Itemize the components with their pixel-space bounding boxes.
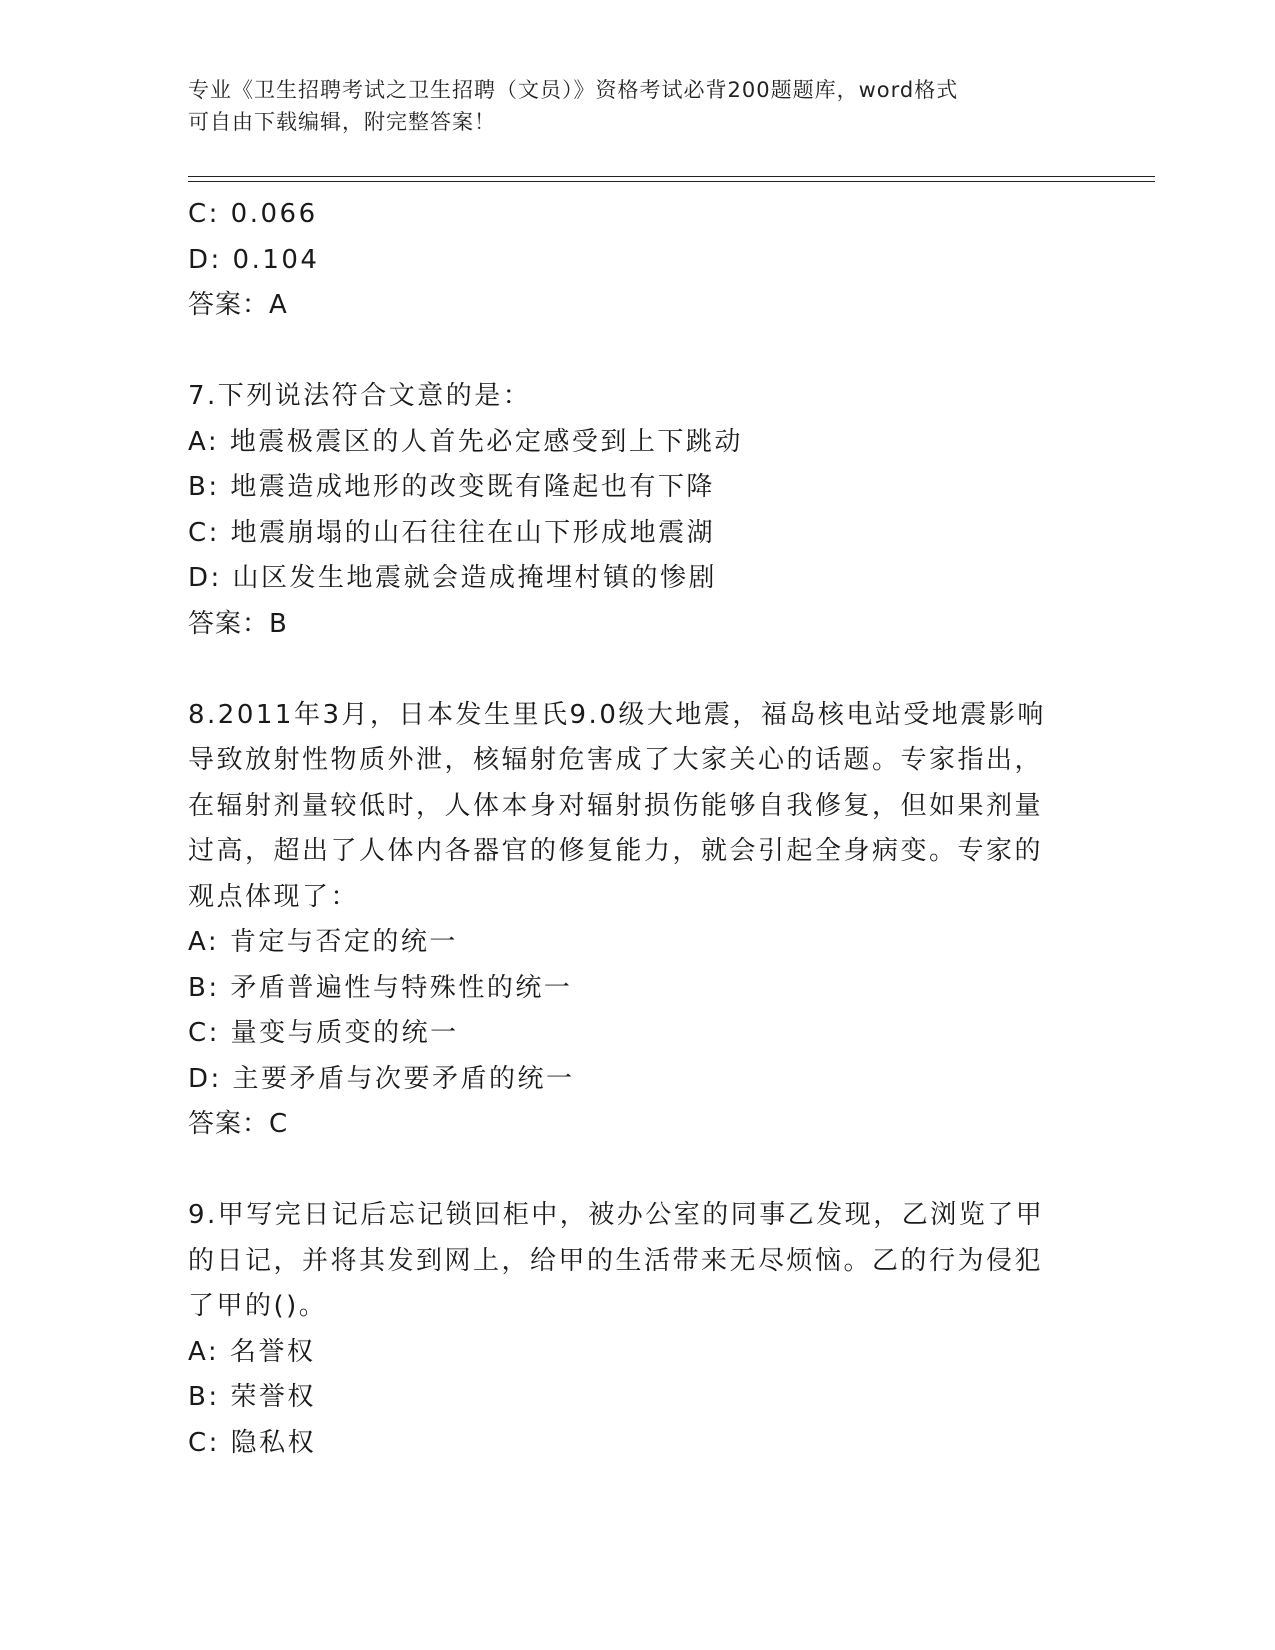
option-b: B: 荣誉权: [188, 1382, 316, 1412]
answer: 答案：A: [188, 290, 288, 320]
question-stem-line-3: 在辐射剂量较低时，人体本身对辐射损伤能够自我修复，但如果剂量: [188, 790, 1044, 821]
option-a: A: 肯定与否定的统一: [188, 927, 458, 957]
document-header: [188, 74, 1068, 138]
option-c: C: 量变与质变的统一: [188, 1018, 459, 1048]
answer: 答案：B: [188, 608, 288, 639]
header-title-line-1: 专业《卫生招聘考试之卫生招聘（文员）》资格考试必背200题题库，word格式: [188, 78, 959, 102]
header-divider-thin: [188, 181, 1155, 182]
answer: 答案：C: [188, 1109, 289, 1139]
option-d: D: 主要矛盾与次要矛盾的统一: [188, 1063, 575, 1094]
question-7: [188, 374, 1088, 647]
option-d: D: 山区发生地震就会造成掩埋村镇的惨剧: [188, 563, 718, 593]
option-c: C: 0.066: [188, 199, 318, 229]
option-a: A: 地震极震区的人首先必定感受到上下跳动: [188, 426, 743, 457]
option-c: C: 地震崩塌的山石往往在山下形成地震湖: [188, 517, 716, 548]
spacer: [188, 647, 1088, 693]
option-a: A: 名誉权: [188, 1336, 316, 1367]
option-b: B: 地震造成地形的改变既有隆起也有下降: [188, 472, 715, 502]
question-8: [188, 693, 1088, 1148]
question-stem-line-4: 过高，超出了人体内各器官的修复能力，就会引起全身病变。专家的: [188, 836, 1044, 866]
question-stem-line-1: 8.2011年3月，日本发生里氏9.0级大地震，福岛核电站受地震影响: [188, 699, 1046, 730]
header-title-line-2: 可自由下载编辑，附完整答案！: [188, 110, 496, 134]
question-stem-line-1: 9.甲写完日记后忘记锁回柜中，被办公室的同事乙发现，乙浏览了甲: [188, 1200, 1045, 1230]
question-6-tail: [188, 192, 1088, 329]
question-stem: 7.下列说法符合文意的是：: [188, 381, 532, 411]
header-divider-thick: [188, 176, 1155, 177]
question-9: [188, 1193, 1088, 1466]
option-d: D: 0.104: [188, 244, 320, 275]
spacer: [188, 1148, 1088, 1194]
question-stem-line-5: 观点体现了：: [188, 881, 360, 912]
spacer: [188, 329, 1088, 375]
question-stem-line-2: 的日记，并将其发到网上，给甲的生活带来无尽烦恼。乙的行为侵犯: [188, 1245, 1044, 1276]
question-stem-line-2: 导致放射性物质外泄，核辐射危害成了大家关心的话题。专家指出，: [188, 745, 1044, 775]
document-body: [188, 192, 1088, 1466]
option-c: C: 隐私权: [188, 1427, 317, 1458]
question-stem-line-3: 了甲的()。: [188, 1291, 328, 1321]
option-b: B: 矛盾普遍性与特殊性的统一: [188, 972, 573, 1003]
